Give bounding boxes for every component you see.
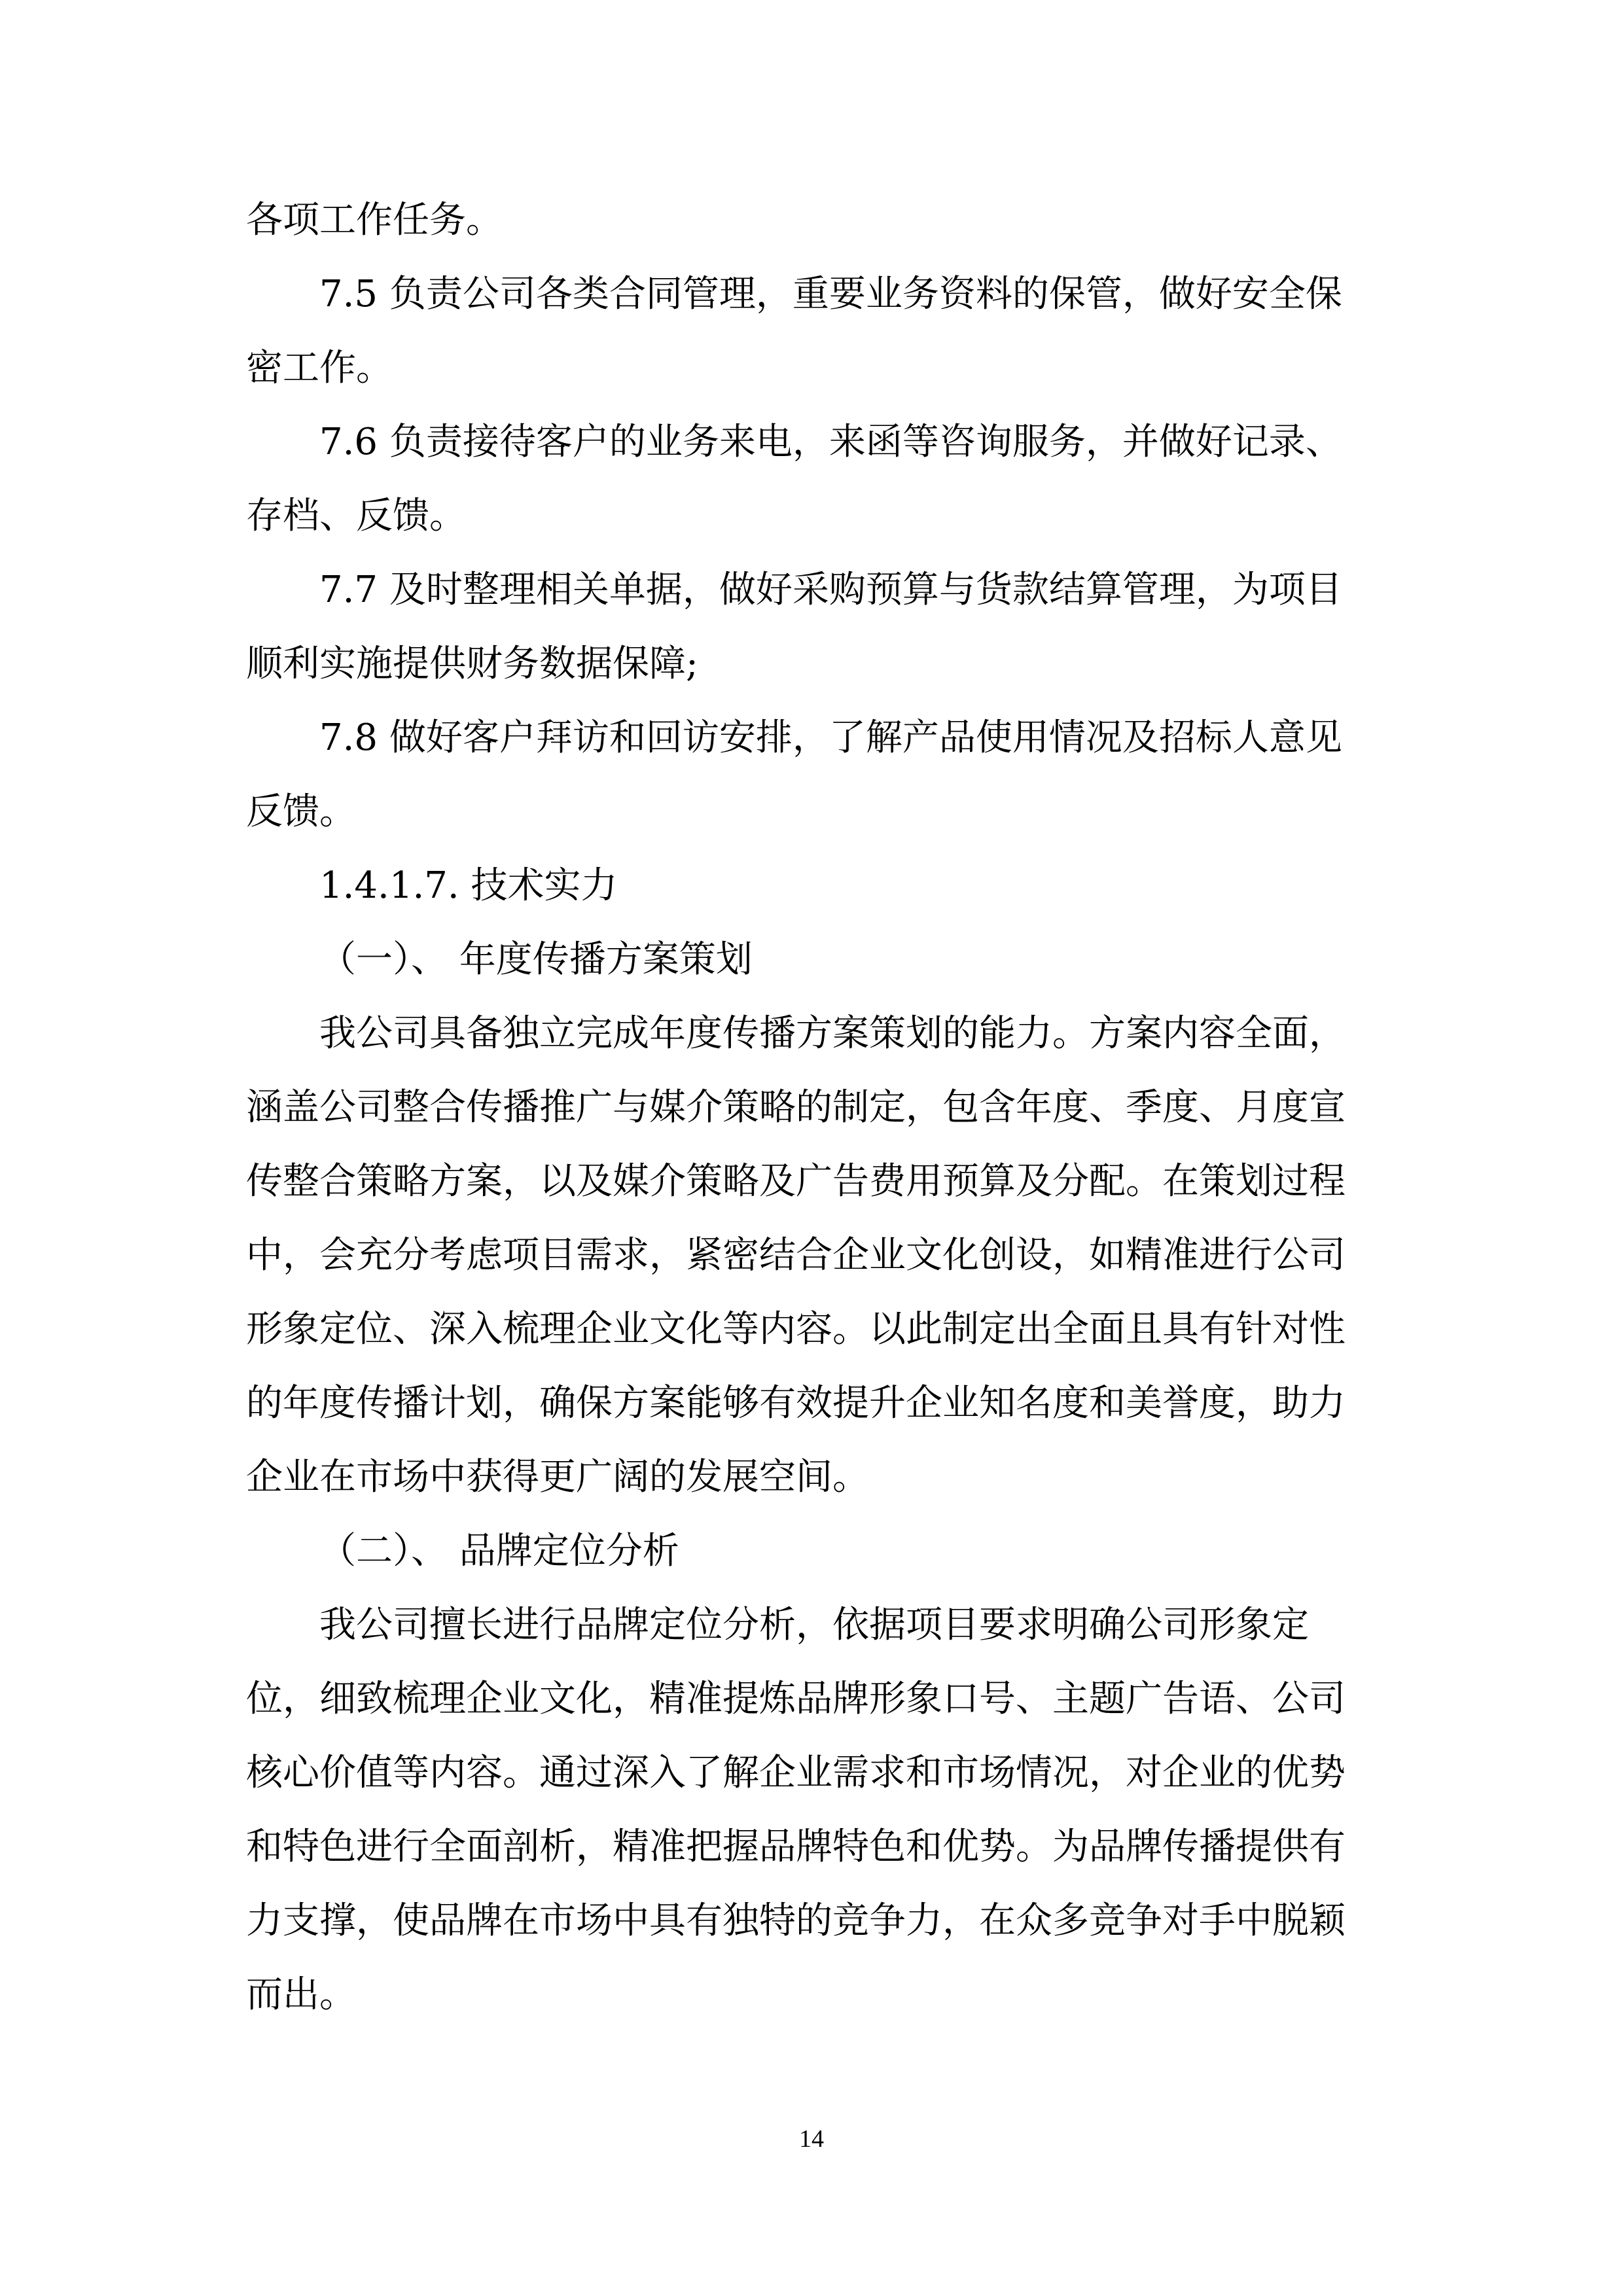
subsection-heading-2: （二）、 品牌定位分析 (319, 1530, 679, 1572)
page-number: 14 (799, 2125, 824, 2153)
section-heading: 1.4.1.7. 技术实力 (319, 864, 618, 907)
paragraph-1-line-6: 的年度传播计划，确保方案能够有效提升企业知名度和美誉度，助力 (246, 1382, 1346, 1424)
paragraph-2-line-1: 我公司擅长进行品牌定位分析，依据项目要求明确公司形象定 (319, 1604, 1309, 1646)
item-7-5-line-1: 7.5 负责公司各类合同管理，重要业务资料的保管，做好安全保 (319, 273, 1342, 315)
paragraph-1-line-5: 形象定位、深入梳理企业文化等内容。以此制定出全面且具有针对性 (246, 1308, 1346, 1351)
paragraph-1-line-1: 我公司具备独立完成年度传播方案策划的能力。方案内容全面， (319, 1012, 1346, 1055)
item-7-6-line-2: 存档、反馈。 (246, 495, 466, 537)
subsection-heading-1: （一）、 年度传播方案策划 (319, 938, 753, 981)
paragraph-1-line-7: 企业在市场中获得更广阔的发展空间。 (246, 1456, 869, 1498)
item-7-6-line-1: 7.6 负责接待客户的业务来电，来函等咨询服务，并做好记录、 (319, 421, 1342, 463)
paragraph-1-line-4: 中，会充分考虑项目需求，紧密结合企业文化创设，如精准进行公司 (246, 1234, 1346, 1277)
paragraph-line: 各项工作任务。 (246, 199, 503, 241)
item-7-7-line-1: 7.7 及时整理相关单据，做好采购预算与货款结算管理，为项目 (319, 569, 1342, 611)
item-7-5-line-2: 密工作。 (246, 347, 393, 389)
item-7-8-line-2: 反馈。 (246, 790, 356, 833)
item-7-8-line-1: 7.8 做好客户拜访和回访安排，了解产品使用情况及招标人意见 (319, 716, 1342, 759)
item-7-7-line-2: 顺利实施提供财务数据保障; (246, 643, 698, 685)
paragraph-1-line-3: 传整合策略方案，以及媒介策略及广告费用预算及分配。在策划过程 (246, 1160, 1346, 1203)
paragraph-2-line-5: 力支撑，使品牌在市场中具有独特的竞争力，在众多竞争对手中脱颖 (246, 1899, 1346, 1942)
paragraph-2-line-2: 位，细致梳理企业文化，精准提炼品牌形象口号、主题广告语、公司 (246, 1678, 1346, 1720)
paragraph-2-line-4: 和特色进行全面剖析，精准把握品牌特色和优势。为品牌传播提供有 (246, 1826, 1346, 1868)
paragraph-2-line-3: 核心价值等内容。通过深入了解企业需求和市场情况，对企业的优势 (246, 1752, 1346, 1794)
paragraph-1-line-2: 涵盖公司整合传播推广与媒介策略的制定，包含年度、季度、月度宣 (246, 1086, 1346, 1129)
paragraph-2-line-6: 而出。 (246, 1973, 356, 2016)
